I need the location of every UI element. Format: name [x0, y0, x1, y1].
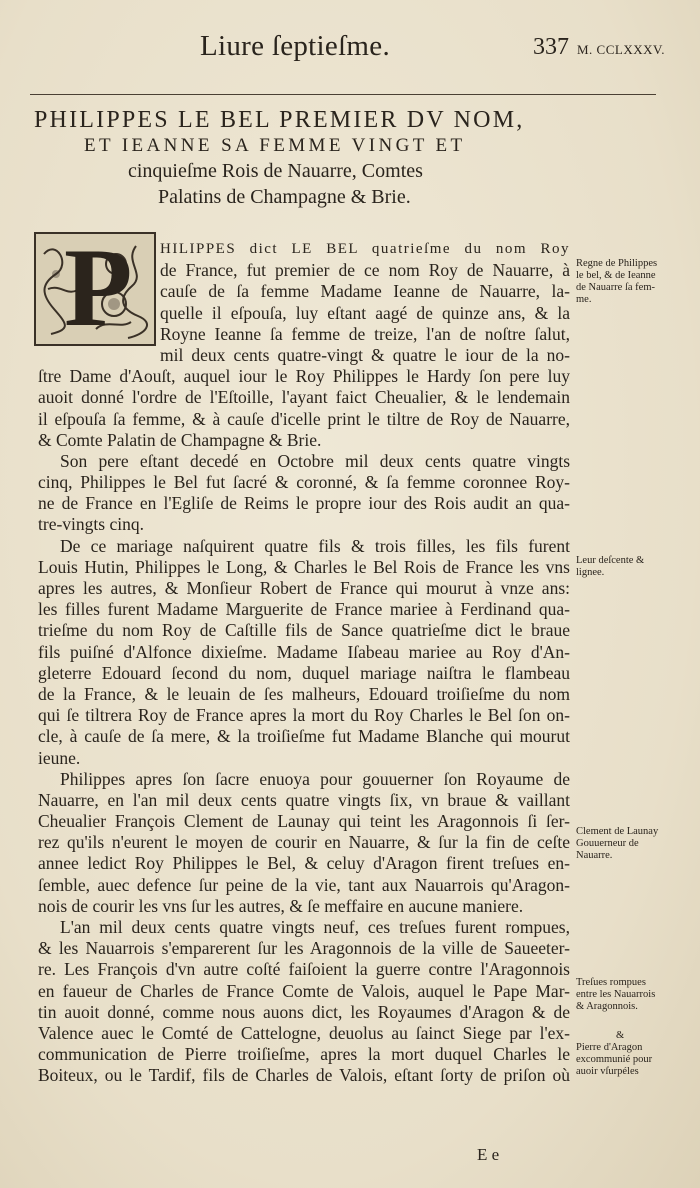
drop-cap-letter: P — [64, 226, 133, 350]
text-line: L'an mil deux cents quatre vingts neuf, ces treſues furent rompues, — [60, 917, 570, 937]
text-line: qui ſe tiltrera Roy de France apres la mort du Roy Charles le Bel ſon on- — [38, 705, 570, 726]
text-line: ne de France en l'Egliſe de Reims le propre iour des Rois audit an qua- — [38, 493, 570, 514]
margin-note-line: Gouuerneur de — [576, 838, 639, 849]
margin-note-line: Pierre d'Aragon — [576, 1042, 643, 1053]
margin-note-line: & — [616, 1030, 625, 1041]
text-line: cauſe de ſa femme Madame Ieanne de Nauarre, la- — [160, 281, 570, 302]
text-line: Philippes apres ſon ſacre enuoya pour gouuerner ſon Royaume de — [60, 768, 570, 789]
text-line: quelle il eſpouſa, luy eſtant aagé de quinze ans, & la — [160, 302, 570, 323]
text-line: annee ledict Roy Philippes le Bel, & celuy d'Aragon firent treſues en- — [38, 853, 570, 874]
text-line: Louis Hutin, Philippes le Long, & Charles le Bel Rois de France les vns — [38, 556, 570, 577]
margin-note-line: entre les Nauarrois — [576, 989, 656, 1000]
text-line: il eſpouſa ſa femme, & à cauſe d'icelle print le tiltre de Roy de Nauarre, — [38, 408, 570, 429]
margin-note-line: Nauarre. — [576, 850, 613, 861]
text-line: auoit donné l'ordre de l'Eſtoille, l'ayant faict Cheualier, & le lendemain — [38, 387, 570, 408]
margin-note-line: lignee. — [576, 567, 605, 578]
page-header — [0, 30, 700, 70]
text-line: HILIPPES dict LE BEL quatrieſme du nom Roy — [160, 241, 570, 257]
text-line: fils puiſné d'Alfonce dixieſme. Madame Iſabeau mariee au Roy d'An- — [38, 641, 570, 662]
chapter-title-line: cinquieſme Rois de Nauarre, Comtes — [128, 160, 423, 182]
margin-note-line: Regne de Philippes — [576, 258, 658, 269]
margin-note — [576, 1030, 676, 1078]
text-line: De ce mariage naſquirent quatre fils & trois filles, les fils furent — [60, 535, 570, 556]
page-number: 337 — [533, 34, 569, 60]
text-line: communication de Pierre troiſieſme, apres la mort duquel Charles le — [38, 1044, 570, 1065]
chapter-title-line: ET IEANNE SA FEMME VINGT ET — [84, 135, 466, 156]
text-line: de France, fut premier de ce nom Roy de Nauarre, à — [160, 260, 570, 281]
text-line: tre-vingts cinq. — [38, 514, 144, 535]
text-line: & Comte Palatin de Champagne & Brie. — [38, 429, 322, 450]
text-line: ſemble, auec defence ſur peine de la vie, tant aux Nauarrois qu'Aragon- — [38, 874, 570, 895]
body-text — [38, 239, 570, 1087]
margin-note-line: me. — [576, 294, 592, 305]
header-rule — [30, 94, 656, 95]
text-line: ſtre Dame d'Aouſt, auquel iour le Roy Philippes le Hardy ſon pere luy — [38, 366, 570, 387]
margin-note — [576, 555, 676, 579]
margin-note-line: Leur deſcente & — [576, 555, 645, 566]
catchword: E e — [477, 1145, 500, 1164]
margin-note — [576, 258, 676, 306]
folio-numeral: M. CCLXXXV. — [577, 42, 665, 57]
margin-note-line: Clement de Launay — [576, 826, 659, 837]
text-line: Son pere eſtant decedé en Octobre mil deux cents quatre vingts — [60, 450, 570, 471]
margin-note-line: de Nauarre ſa fem- — [576, 282, 655, 293]
margin-note-line: auoir vſurpéles — [576, 1066, 639, 1077]
text-line: ieune. — [38, 747, 81, 768]
text-line: Nauarre, en l'an mil deux cents quatre vingts ſix, vn braue & vaillant — [38, 789, 570, 810]
text-line: rez qu'ils n'eurent le moyen de courir en Nauarre, & ſur la fin de ceſte — [38, 832, 570, 853]
chapter-title-line: Palatins de Champagne & Brie. — [158, 186, 411, 208]
text-line: cle, à cauſe de ſa mere, & la troiſieſme fut Madame Blanche qui mourut — [38, 726, 570, 747]
text-line: trieſme du nom Roy de Caſtille fils de Sance quatrieſme dict le braue — [38, 620, 570, 641]
margin-note — [576, 826, 676, 862]
text-line: en faueur de Charles de France Comte de Valois, auquel le Pape Mar- — [38, 980, 570, 1001]
text-line: Boiteux, ou le Tardif, fils de Charles de Valois, eſtant ſorty de priſon où — [38, 1065, 570, 1086]
margin-note-line: le bel, & de Ieanne — [576, 270, 656, 281]
margin-note-line: Treſues rompues — [576, 977, 646, 988]
text-line: cinq, Philippes le Bel fut ſacré & coronné, & ſa femme coronnee Roy- — [38, 472, 570, 493]
text-line: re. Les François d'vn autre coſté faiſoient la guerre contre l'Aragonnois — [38, 959, 570, 980]
text-line: nois de courir les vns ſur les autres, & ſe meffaire en aucune maniere. — [38, 895, 524, 916]
text-line: Cheualier François Clement de Launay qui teint les Aragonnois ſi ſer- — [38, 811, 570, 832]
text-line: tin auoit donné, comme nous auons dict, les Royaumes d'Aragon & de — [38, 1001, 570, 1022]
margin-note-line: excommunié pour — [576, 1054, 653, 1065]
running-title: Liure ſeptieſme. — [200, 30, 391, 62]
text-line: gleterre Edouard ſecond du nom, duquel mariage naiſtra le flambeau — [38, 662, 570, 683]
chapter-title-line: PHILIPPES LE BEL PREMIER DV NOM, — [34, 107, 525, 133]
chapter-title — [30, 106, 570, 210]
text-line: & les Nauarrois s'emparerent ſur les Aragonnois de la ville de Saueeter- — [38, 938, 570, 959]
margin-note-line: & Aragonnois. — [576, 1001, 638, 1012]
text-line: Valence auec le Comté de Cattelogne, deuolus au ſainct Siege par l'ex- — [38, 1022, 570, 1043]
text-line: les filles furent Madame Marguerite de France mariee à Ferdinand qua- — [38, 599, 570, 620]
text-line: apres les autres, & Monſieur Robert de France qui mourut à vnze ans: — [38, 578, 570, 598]
margin-note — [576, 977, 676, 1013]
text-line: mil deux cents quatre-vingt & quatre le iour de la no- — [160, 344, 570, 365]
text-line: Royne Ieanne ſa femme de treize, l'an de noſtre ſalut, — [160, 323, 570, 344]
text-line: de la France, & le leuain de ſes malheurs, Edouard troiſieſme du nom — [38, 683, 570, 704]
